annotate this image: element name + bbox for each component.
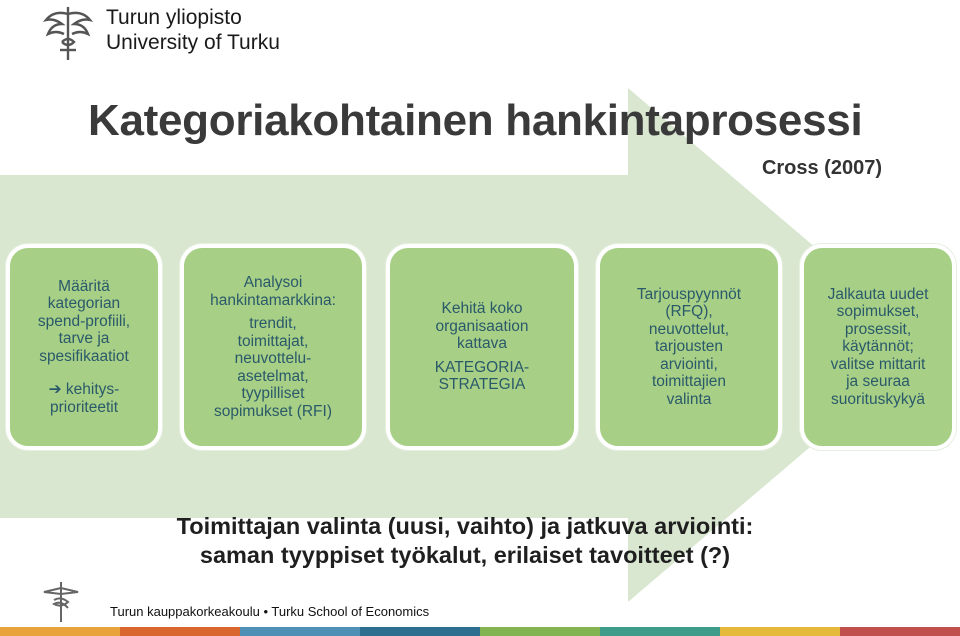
summary-line-1: Toimittajan valinta (uusi, vaihto) ja jatkuva arviointi: xyxy=(176,513,754,539)
step-3-line: STRATEGIA xyxy=(438,376,526,394)
stripe-segment xyxy=(840,627,960,636)
step-4-line: neuvottelut, xyxy=(648,320,730,338)
university-name xyxy=(106,5,280,55)
step-1-line: tarve ja xyxy=(58,330,110,348)
citation: Cross (2007) xyxy=(761,157,882,179)
summary-text xyxy=(0,512,930,570)
step-2-line: tyypilliset xyxy=(241,385,305,402)
step-3-line: kattava xyxy=(457,335,507,353)
color-stripe xyxy=(0,627,960,636)
step-5-line: ja seuraa xyxy=(846,373,910,391)
step-4-line: Tarjouspyynnöt xyxy=(636,285,742,303)
step-1-line: spesifikaatiot xyxy=(39,347,129,365)
university-name-fi: Turun yliopisto xyxy=(106,6,242,29)
step-4-line: valinta xyxy=(666,390,712,408)
step-1-line: Määritä xyxy=(58,277,110,295)
step-5-line: käytännöt; xyxy=(842,338,914,356)
step-5-line: Jalkauta uudet xyxy=(827,285,929,303)
step-box-1 xyxy=(6,244,162,450)
stripe-segment xyxy=(480,627,600,636)
step-4-line: arviointi, xyxy=(660,355,718,373)
step-box-3 xyxy=(386,244,578,450)
step-5-line: sopimukset, xyxy=(836,303,920,321)
stripe-segment xyxy=(720,627,840,636)
step-4-line: toimittajien xyxy=(651,373,727,391)
step-3-line: Kehitä koko xyxy=(441,300,523,318)
university-name-en: University of Turku xyxy=(106,31,280,54)
step-4-line: tarjousten xyxy=(654,338,724,356)
footer-text: Turun kauppakorkeakoulu • Turku School of Economics xyxy=(110,604,430,619)
stripe-segment xyxy=(0,627,120,636)
step-2-line: sopimukset (RFI) xyxy=(214,402,332,420)
university-logo xyxy=(40,4,96,62)
step-box-4 xyxy=(596,244,782,450)
step-3-line: KATEGORIA- xyxy=(434,358,530,376)
stripe-segment xyxy=(600,627,720,636)
step-2-line: trendit, xyxy=(249,315,297,332)
summary-line-2: saman tyyppiset työkalut, erilaiset tavoitteet (?) xyxy=(199,542,731,568)
stripe-segment xyxy=(240,627,360,636)
slide-title: Kategoriakohtainen hankintaprosessi xyxy=(88,96,863,145)
step-box-5 xyxy=(800,244,956,450)
step-2-line: toimittajat, xyxy=(237,332,309,350)
step-5-line: prosessit, xyxy=(844,320,912,338)
step-5-line: suorituskykyä xyxy=(831,390,925,408)
step-1-line: kategorian xyxy=(47,295,121,313)
step-5-line: valitse mittarit xyxy=(830,355,926,373)
step-2-line: hankintamarkkina: xyxy=(210,291,336,309)
step-2-line: asetelmat, xyxy=(237,367,309,385)
step-3-line: organisaation xyxy=(435,317,529,335)
step-2-line: Analysoi xyxy=(243,274,303,291)
stripe-segment xyxy=(120,627,240,636)
footer-logo xyxy=(40,580,82,624)
step-1-extra-line: prioriteetit xyxy=(49,398,119,416)
step-2-line: neuvottelu- xyxy=(234,350,312,367)
step-4-line: (RFQ), xyxy=(665,303,713,321)
stripe-segment xyxy=(360,627,480,636)
step-box-2 xyxy=(180,244,366,450)
step-1-extra-line: ➔ kehitys- xyxy=(48,381,120,399)
step-1-line: spend-profiili, xyxy=(37,312,131,330)
